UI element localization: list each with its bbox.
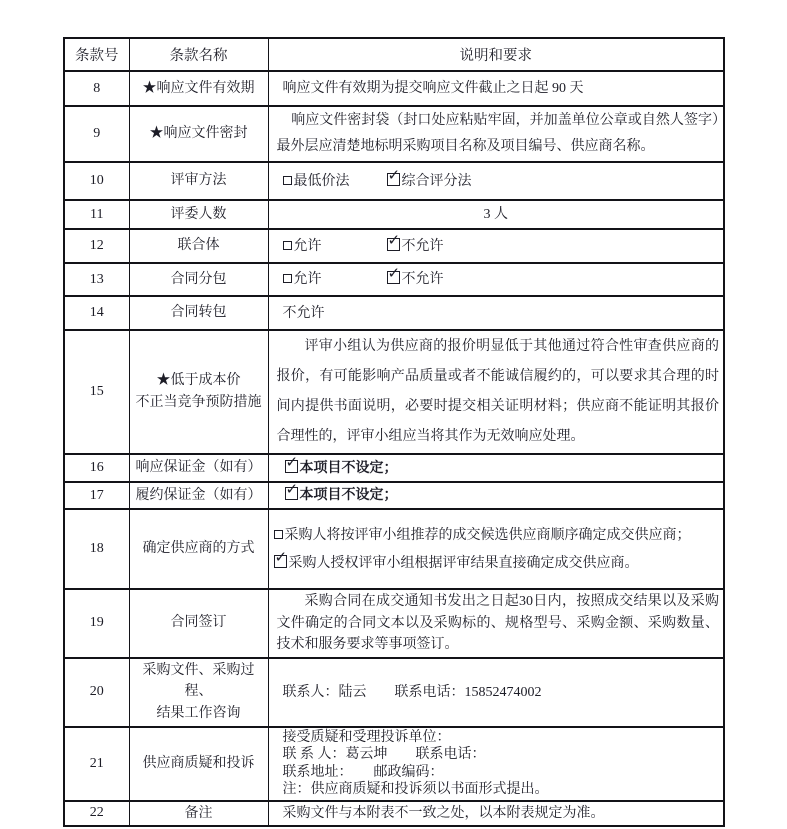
- clause-row: [64, 482, 724, 509]
- clause-number-cell: 17: [64, 482, 129, 509]
- clause-row: [64, 296, 724, 330]
- check-item: [283, 237, 387, 256]
- check-item: [283, 172, 387, 191]
- check-item: [274, 526, 691, 545]
- paragraph: 采购文件与本附表不一致之处，以本附表规定为准。: [282, 805, 605, 821]
- paragraph: 评审小组认为供应商的报价明显低于其他通过符合性审查供应商的报价，有可能影响产品质量或者不能诚信履约的，可以要求其合理的时间内提供书面说明，必要时提交相关证明材料；供应商不能证明其报价合理性的，评审小组应当将其作为无效响应处理。: [276, 339, 719, 444]
- check-label: 不允许: [401, 238, 444, 254]
- clause-name-cell: [129, 106, 268, 162]
- clause-row: [64, 509, 724, 589]
- clause-name-cell: [129, 658, 268, 727]
- check-item: [274, 554, 639, 573]
- paragraph: 接受质疑和受理投诉单位：: [282, 729, 451, 745]
- clause-number-cell: 15: [64, 330, 129, 454]
- checkbox-checked-icon: [285, 460, 298, 473]
- checkbox-unchecked-icon: [274, 530, 283, 539]
- clause-row: [64, 658, 724, 727]
- clause-content-cell: [268, 658, 724, 727]
- clause-content-cell: [268, 727, 724, 801]
- paragraph: 采购合同在成交通知书发出之日起30日内，按照成交结果以及采购文件确定的合同文本以及采购标的、规格型号、采购金额、采购数量、技术和服务要求等事项签订。: [276, 594, 719, 652]
- clause-name-line: ★响应文件密封: [149, 126, 248, 142]
- check-label: 本项目不设定；: [299, 460, 398, 476]
- clause-number-cell: 18: [64, 509, 129, 589]
- check-label: 允许: [293, 238, 322, 254]
- checkbox-checked-icon: [285, 487, 298, 500]
- clause-name-line: 采购文件、采购过程、: [142, 662, 255, 700]
- header-clause-number: 条款号: [64, 38, 129, 71]
- paragraph: 注：供应商质疑和投诉须以书面形式提出。: [282, 782, 549, 798]
- clause-content-cell: [268, 509, 724, 589]
- clause-name-line: 履约保证金（如有）: [135, 487, 262, 503]
- checkbox-line: [273, 172, 720, 191]
- check-label: 采购人授权评审小组根据评审结果直接确定成交供应商。: [288, 555, 639, 571]
- check-item: [387, 172, 491, 191]
- check-label: 允许: [293, 272, 322, 287]
- clause-name-cell: [129, 482, 268, 509]
- clause-table: [63, 37, 725, 827]
- clause-row: [64, 727, 724, 801]
- check-item: [387, 237, 491, 256]
- checkbox-checked-icon: [274, 555, 287, 568]
- check-label: 不允许: [401, 272, 444, 287]
- clause-number-cell: 16: [64, 454, 129, 482]
- clause-number-cell: 20: [64, 658, 129, 727]
- paragraph: 联系地址： 邮政编码：: [282, 764, 444, 780]
- checkbox-line: [273, 486, 720, 505]
- clause-row: [64, 801, 724, 827]
- clause-name-cell: [129, 71, 268, 106]
- clause-number-cell: 21: [64, 727, 129, 801]
- clause-row: [64, 106, 724, 162]
- clause-name-line: 合同签订: [170, 615, 227, 631]
- paragraph: 联 系 人：葛云坤 联系电话：: [282, 747, 486, 763]
- clause-content-cell: [268, 106, 724, 162]
- clause-name-cell: [129, 727, 268, 801]
- clause-name-line: 供应商质疑和投诉: [142, 755, 255, 771]
- clause-name-cell: [129, 454, 268, 482]
- clause-row: [64, 589, 724, 658]
- checkbox-line: [273, 237, 720, 256]
- checkbox-line: [273, 526, 720, 545]
- check-item: [283, 270, 387, 289]
- check-item: [285, 486, 398, 505]
- check-item: [387, 270, 491, 289]
- clause-name-line: ★低于成本价: [156, 373, 241, 389]
- paragraph: 响应文件密封袋（封口处应粘贴牢固，并加盖单位公章或自然人签字）最外层应清楚地标明采购项目名称及项目编号、供应商名称。: [276, 113, 719, 154]
- clause-content-cell: [268, 482, 724, 509]
- checkbox-line: [273, 459, 720, 478]
- paragraph: 3 人: [483, 207, 508, 222]
- paragraph: 不允许: [282, 305, 325, 321]
- clause-content-cell: [268, 263, 724, 296]
- check-label: 采购人将按评审小组推荐的成交候选供应商顺序确定成交供应商；: [284, 527, 691, 543]
- clause-name-line: ★响应文件有效期: [142, 80, 255, 96]
- clause-row: [64, 71, 724, 106]
- checkbox-unchecked-icon: [283, 241, 292, 250]
- clause-name-cell: [129, 330, 268, 454]
- clause-row: [64, 330, 724, 454]
- clause-row: [64, 263, 724, 296]
- checkbox-line: [273, 554, 720, 573]
- clause-content-cell: [268, 71, 724, 106]
- clause-content-cell: [268, 229, 724, 263]
- clause-number-cell: 12: [64, 229, 129, 263]
- clause-name-line: 评审方法: [170, 173, 227, 189]
- clause-number-cell: 22: [64, 801, 129, 827]
- clause-number-cell: 8: [64, 71, 129, 106]
- paragraph: 响应文件有效期为提交响应文件截止之日起 90 天: [282, 81, 584, 96]
- clause-row: [64, 229, 724, 263]
- header-clause-name: 条款名称: [129, 38, 268, 71]
- clause-content-cell: [268, 200, 724, 229]
- paragraph: 联系人：陆云 联系电话：15852474002: [282, 684, 542, 700]
- checkbox-unchecked-icon: [283, 274, 292, 283]
- clause-name-cell: [129, 296, 268, 330]
- clause-number-cell: 19: [64, 589, 129, 658]
- clause-name-cell: [129, 162, 268, 200]
- clause-number-cell: 13: [64, 263, 129, 296]
- check-item: [285, 459, 398, 478]
- clause-name-line: 响应保证金（如有）: [135, 460, 262, 476]
- clause-row: [64, 162, 724, 200]
- clause-content-cell: [268, 801, 724, 827]
- clause-table-body: [64, 71, 724, 826]
- checkbox-checked-icon: [387, 173, 400, 186]
- clause-name-cell: [129, 200, 268, 229]
- clause-content-cell: [268, 454, 724, 482]
- clause-content-cell: [268, 162, 724, 200]
- clause-content-cell: [268, 589, 724, 658]
- checkbox-checked-icon: [387, 238, 400, 251]
- clause-name-cell: [129, 509, 268, 589]
- header-row: [64, 38, 724, 71]
- clause-number-cell: 10: [64, 162, 129, 200]
- clause-name-cell: [129, 801, 268, 827]
- header-description: 说明和要求: [268, 38, 724, 71]
- clause-name-line: 备注: [184, 805, 213, 821]
- clause-name-line: 不正当竞争预防措施: [135, 395, 262, 410]
- clause-row: [64, 454, 724, 482]
- clause-name-line: 确定供应商的方式: [142, 541, 255, 557]
- check-label: 本项目不设定；: [299, 488, 398, 503]
- checkbox-line: [273, 270, 720, 289]
- check-label: 综合评分法: [401, 173, 472, 189]
- checkbox-checked-icon: [387, 271, 400, 284]
- clause-number-cell: 9: [64, 106, 129, 162]
- clause-name-line: 联合体: [177, 238, 220, 254]
- clause-name-cell: [129, 229, 268, 263]
- clause-content-cell: [268, 330, 724, 454]
- clause-name-line: 合同分包: [170, 271, 227, 287]
- clause-name-cell: [129, 589, 268, 658]
- clause-name-line: 合同转包: [170, 305, 227, 321]
- checkbox-unchecked-icon: [283, 176, 292, 185]
- clause-content-cell: [268, 296, 724, 330]
- check-label: 最低价法: [293, 173, 350, 189]
- clause-row: [64, 200, 724, 229]
- clause-number-cell: 11: [64, 200, 129, 229]
- clause-name-line: 评委人数: [170, 206, 227, 222]
- clause-name-cell: [129, 263, 268, 296]
- clause-name-line: 结果工作咨询: [156, 705, 241, 721]
- clause-number-cell: 14: [64, 296, 129, 330]
